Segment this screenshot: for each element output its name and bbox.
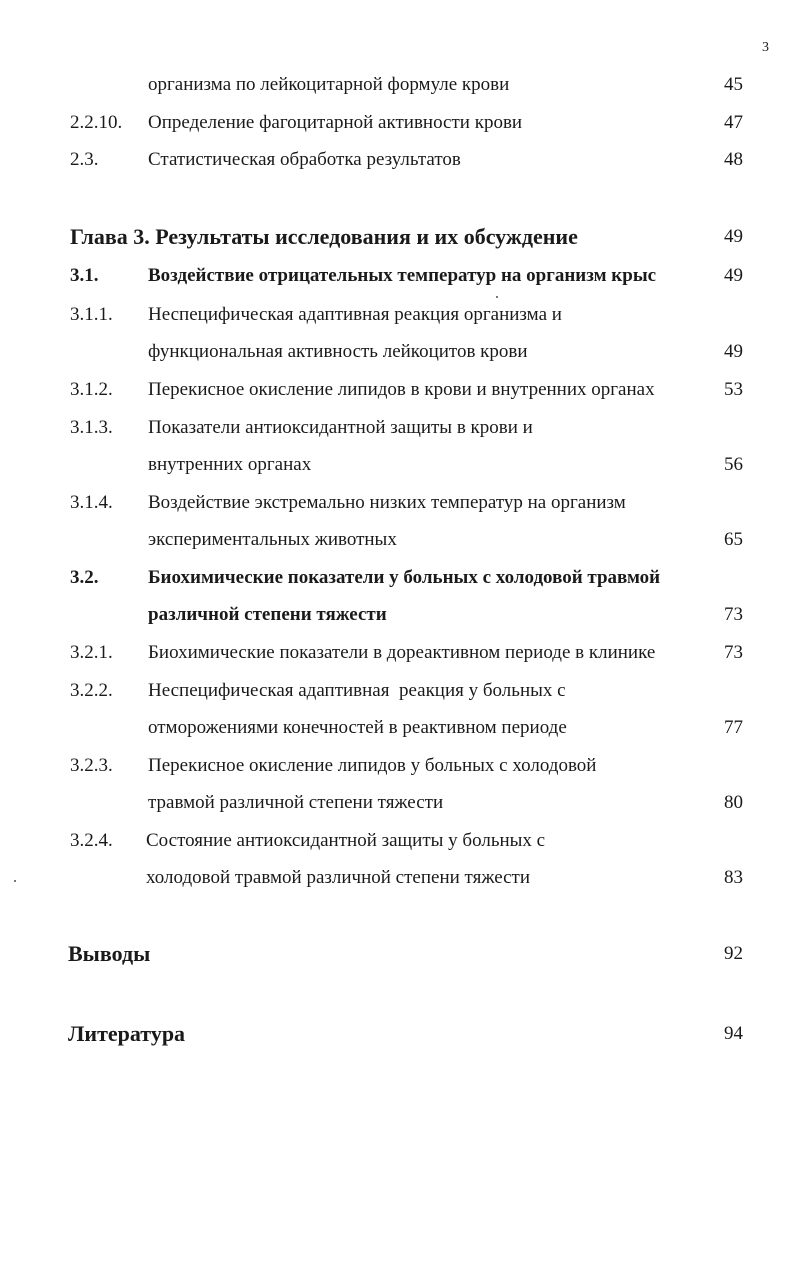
- toc-entry-3-1-2[interactable]: [0, 378, 793, 402]
- toc-entry-3-1-4[interactable]: [0, 491, 793, 515]
- toc-entry-3-2-4-line2[interactable]: [0, 866, 793, 890]
- toc-entry-title: Перекисное окисление липидов в крови и внутренних органах: [148, 379, 655, 400]
- toc-entry-title-line1: Биохимические показатели у больных с холодовой травмой: [148, 567, 661, 588]
- toc-entry-page: 92: [724, 943, 743, 964]
- toc-entry-page: 83: [724, 867, 743, 888]
- toc-entry-title-line2: травмой различной степени тяжести: [148, 792, 444, 813]
- toc-entry-page: 80: [724, 792, 743, 813]
- toc-entry-3-1-1[interactable]: [0, 303, 793, 327]
- toc-entry-number: 3.1.1.: [70, 304, 113, 325]
- toc-entry-title-line1: Перекисное окисление липидов у больных с холодовой: [148, 755, 597, 776]
- toc-entry-title-line1: Воздействие экстремально низких температур на организм: [148, 492, 626, 513]
- toc-entry-title-line2: функциональная активность лейкоцитов крови: [148, 341, 528, 362]
- toc-entry-3-1[interactable]: [0, 264, 793, 288]
- toc-entry-3-1-1-line2[interactable]: [0, 340, 793, 364]
- scan-speck: [496, 296, 498, 298]
- toc-entry-number: 3.2.: [70, 567, 99, 588]
- toc-entry-3-2-2[interactable]: [0, 679, 793, 703]
- toc-entry-number: 3.1.: [70, 265, 99, 286]
- toc-entry-title: Биохимические показатели в дореактивном периоде в клинике: [148, 642, 656, 663]
- toc-entry-2-2-10[interactable]: [0, 111, 793, 135]
- toc-entry-number: 3.1.2.: [70, 379, 113, 400]
- toc-entry-page: 56: [724, 454, 743, 475]
- toc-entry-3-1-3[interactable]: [0, 416, 793, 440]
- toc-entry-page: 45: [724, 74, 743, 95]
- toc-entry-3-2-2-line2[interactable]: [0, 716, 793, 740]
- toc-entry-page: 77: [724, 717, 743, 738]
- toc-entry-2-3[interactable]: [0, 148, 793, 172]
- toc-entry-page: 65: [724, 529, 743, 550]
- toc-entry-title-line1: Неспецифическая адаптивная реакция у больных с: [148, 680, 566, 701]
- toc-entry-3-1-3-line2[interactable]: [0, 453, 793, 477]
- toc-entry-page: 53: [724, 379, 743, 400]
- toc-entry-number: 2.2.10.: [70, 112, 123, 133]
- toc-entry-title-line1: Состояние антиоксидантной защиты у больных с: [146, 830, 546, 851]
- chapter-title: Глава 3. Результаты исследования и их обсуждение: [70, 224, 578, 249]
- toc-entry-3-2-3-line2[interactable]: [0, 791, 793, 815]
- toc-entry-number: 3.1.4.: [70, 492, 113, 513]
- toc-entry-page: 94: [724, 1023, 743, 1044]
- toc-entry-page: 49: [724, 265, 743, 286]
- literature-title: Литература: [68, 1021, 186, 1046]
- toc-entry-3-2-line2[interactable]: [0, 603, 793, 627]
- toc-entry-page: 49: [724, 341, 743, 362]
- toc-entry-3-2-4[interactable]: [0, 829, 793, 853]
- toc-entry-title-line2: различной степени тяжести: [148, 604, 387, 625]
- toc-entry-2-2-9-continued[interactable]: [0, 73, 793, 97]
- toc-entry-number: 2.3.: [70, 149, 99, 170]
- toc-entry-title-line2: экспериментальных животных: [148, 529, 397, 550]
- conclusions-title: Выводы: [68, 941, 151, 966]
- toc-entry-page: 49: [724, 226, 743, 247]
- toc-entry-page: 73: [724, 604, 743, 625]
- toc-conclusions[interactable]: [0, 942, 793, 966]
- toc-entry-3-2-3[interactable]: [0, 754, 793, 778]
- toc-literature[interactable]: [0, 1022, 793, 1046]
- toc-entry-number: 3.2.2.: [70, 680, 113, 701]
- toc-entry-title-line2: холодовой травмой различной степени тяжести: [146, 867, 531, 888]
- toc-entry-title-line1: Показатели антиоксидантной защиты в крови и: [148, 417, 533, 438]
- toc-entry-page: 47: [724, 112, 743, 133]
- toc-entry-number: 3.1.3.: [70, 417, 113, 438]
- toc-entry-number: 3.2.3.: [70, 755, 113, 776]
- toc-entry-title-line2: отморожениями конечностей в реактивном периоде: [148, 717, 567, 738]
- toc-entry-number: 3.2.1.: [70, 642, 113, 663]
- toc-entry-title-line2: внутренних органах: [148, 454, 312, 475]
- toc-entry-3-2-1[interactable]: [0, 641, 793, 665]
- toc-entry-3-2[interactable]: [0, 566, 793, 590]
- toc-entry-title: Статистическая обработка результатов: [148, 149, 461, 170]
- toc-entry-title: организма по лейкоцитарной формуле крови: [148, 74, 510, 95]
- toc-entry-title-line1: Неспецифическая адаптивная реакция организма и: [148, 304, 562, 325]
- scan-speck: [14, 880, 16, 882]
- toc-entry-page: 48: [724, 149, 743, 170]
- toc-entry-title: Воздействие отрицательных температур на организм крыс: [148, 265, 657, 286]
- toc-entry-number: 3.2.4.: [70, 830, 113, 851]
- page-number: 3: [762, 40, 769, 55]
- toc-chapter-3[interactable]: [0, 225, 793, 249]
- toc-entry-3-1-4-line2[interactable]: [0, 528, 793, 552]
- toc-entry-title: Определение фагоцитарной активности крови: [148, 112, 523, 133]
- toc-entry-page: 73: [724, 642, 743, 663]
